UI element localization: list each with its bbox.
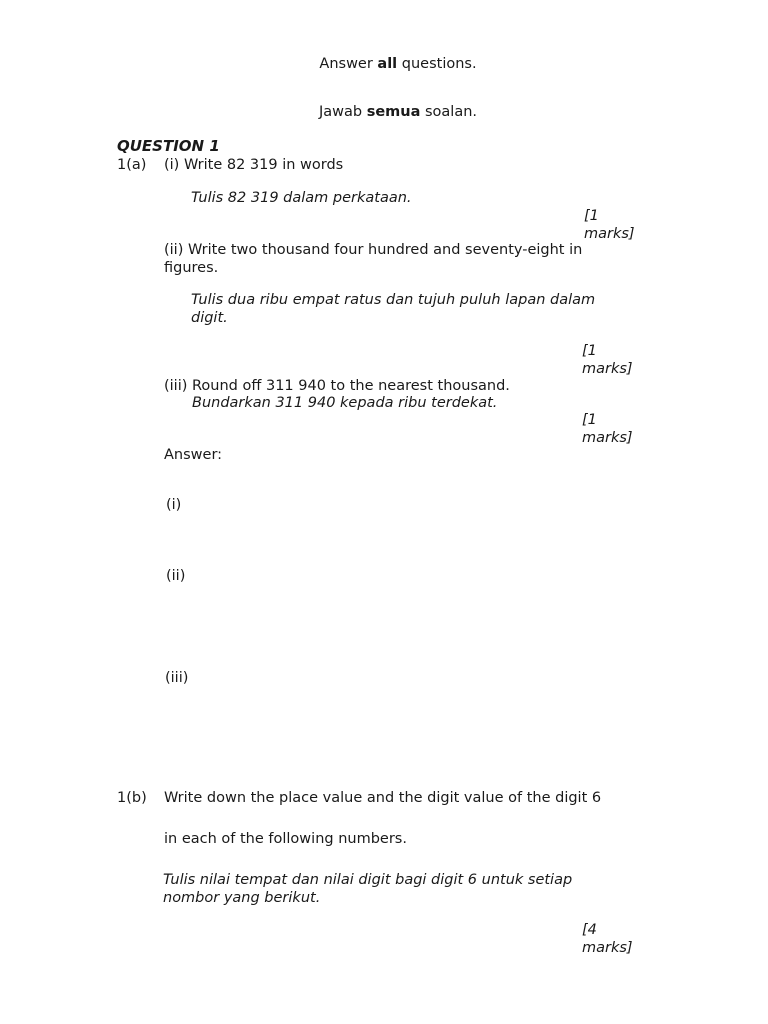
instruction-english-post: questions.: [401, 56, 477, 72]
instruction-english-pre: Answer: [319, 56, 373, 72]
part-b-marks: [4 marks]: [582, 922, 633, 956]
part-b-english-line2: in each of the following numbers.: [164, 831, 407, 847]
part-a-i-malay: Tulis 82 319 dalam perkataan.: [191, 190, 412, 206]
question-title: QUESTION 1: [117, 137, 220, 155]
part-a-iii-english: (iii) Round off 311 940 to the nearest thousand.: [164, 378, 510, 394]
part-a-label: 1(a): [117, 157, 147, 173]
part-a-iii-malay: Bundarkan 311 940 kepada ribu terdekat.: [192, 395, 498, 411]
part-a-ii-malay: Tulis dua ribu empat ratus dan tujuh puluh lapan dalam digit.: [191, 292, 596, 326]
part-a-iii-marks: [1 marks]: [582, 412, 633, 446]
answer-label: Answer:: [164, 447, 223, 463]
part-b-english-line1: Write down the place value and the digit value of the digit 6: [164, 790, 602, 806]
instruction-malay-pre: Jawab: [318, 104, 363, 120]
instruction-english: [0, 55, 768, 73]
answer-i-label: (i): [166, 497, 182, 513]
part-a-i-marks: [1 marks]: [584, 208, 635, 242]
part-a-i-english: (i) Write 82 319 in words: [164, 157, 344, 173]
part-a-ii-marks: [1 marks]: [582, 343, 633, 377]
part-b-label: 1(b): [117, 790, 147, 806]
answer-iii-label: (iii): [165, 670, 189, 686]
instruction-malay-bold: semua: [366, 104, 421, 120]
instruction-malay-post: soalan.: [425, 104, 478, 120]
instruction-malay: [0, 103, 768, 121]
answer-ii-label: (ii): [166, 568, 186, 584]
instruction-english-bold: all: [377, 56, 398, 72]
part-a-ii-english: (ii) Write two thousand four hundred and seventy-eight in figures.: [164, 242, 583, 276]
part-b-malay: Tulis nilai tempat dan nilai digit bagi digit 6 untuk setiap nombor yang berikut.: [163, 872, 573, 906]
